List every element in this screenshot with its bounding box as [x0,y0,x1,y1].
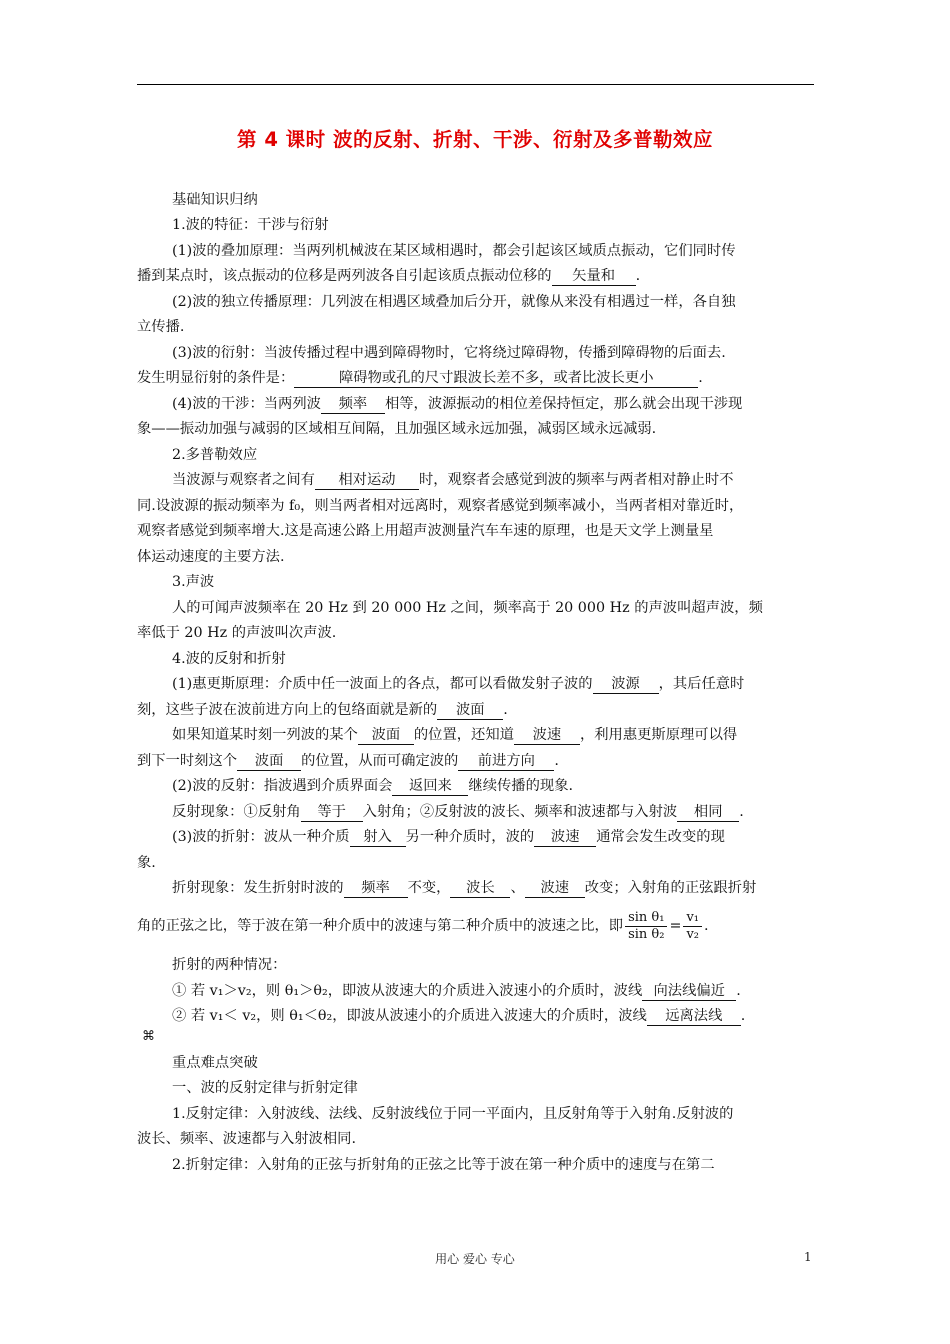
answer-blank: 等于 [301,804,363,822]
paragraph: (3)波的衍射：当波传播过程中遇到障碍物时，它将绕过障碍物，传播到障碍物的后面去. [172,345,726,361]
paragraph: 播到某点时，该点振动的位移是两列波各自引起该质点振动位移的 矢量和 . [137,268,641,284]
section-heading: 基础知识归纳 [172,192,258,208]
paragraph: ① 若 v₁＞v₂，则 θ₁＞θ₂，即波从波速大的介质进入波速小的介质时，波线 向法线偏近 . [172,983,741,999]
paragraph: (1)惠更斯原理：介质中任一波面上的各点，都可以看做发射子波的 波源 ，其后任意时 [172,676,745,692]
paragraph: (2)波的反射：指波遇到介质界面会 返回来 继续传播的现象. [172,778,574,794]
answer-blank: 返回来 [392,778,468,796]
answer-blank: 频率 [344,880,408,898]
item-heading: 一、波的反射定律与折射定律 [172,1080,358,1096]
paragraph: (2)波的独立传播原理：几列波在相遇区域叠加后分开，就像从来没有相遇过一样，各自独 [172,294,736,310]
answer-blank: 相对运动 [315,472,419,490]
answer-blank: 波长 [450,880,510,898]
answer-blank: 障碍物或孔的尺寸跟波长差不多，或者比波长更小 [294,370,698,388]
paragraph: 折射的两种情况： [172,957,287,973]
answer-blank: 波面 [358,727,414,745]
paragraph: 2.折射定律：入射角的正弦与折射角的正弦之比等于波在第一种介质中的速度与在第二 [172,1157,715,1173]
item-heading: 1.波的特征：干涉与衍射 [172,217,329,233]
answer-blank: 波源 [593,676,659,694]
paragraph: 角的正弦之比，等于波在第一种介质中的波速与第二种介质中的波速之比，即 $\frac{\text{sin θ₁}}{\text{sin θ₂}}$ = $\frac{\text{v₁}}{\text{v₂}}$ . [137,909,709,942]
paragraph: 当波源与观察者之间有 相对运动 时，观察者会感觉到波的频率与两者相对静止时不 [172,472,734,488]
paragraph: (1)波的叠加原理：当两列机械波在某区域相遇时，都会引起该区域质点振动，它们同时传 [172,243,736,259]
answer-blank: 频率 [321,396,385,414]
paragraph: 刻，这些子波在波前进方向上的包络面就是新的 波面 . [137,702,508,718]
answer-blank: 相同 [677,804,739,822]
bullet-glyph-icon: ⌘ [142,1029,155,1044]
paragraph: ② 若 v₁＜ v₂，则 θ₁＜θ₂，即波从波速小的介质进入波速大的介质时，波线 远离法线 . [172,1008,746,1024]
paragraph: 象——振动加强与减弱的区域相互间隔，且加强区域永远加强，减弱区域永远减弱. [137,421,657,437]
page-number: 1 [804,1250,812,1264]
answer-blank: 波速 [525,880,585,898]
paragraph: (3)波的折射：波从一种介质 射入 另一种介质时，波的 波速 通常会发生改变的现 [172,829,725,845]
paragraph: 如果知道某时刻一列波的某个 波面 的位置，还知道 波速 ，利用惠更斯原理可以得 [172,727,738,743]
paragraph: 象. [137,855,156,871]
paragraph: 折射现象：发生折射时波的 频率 不变， 波长 、 波速 改变；入射角的正弦跟折射 [172,880,757,896]
paragraph: 同.设波源的振动频率为 f₀，则当两者相对远离时，观察者感觉到频率减小，当两者相对靠近时， [137,498,744,514]
paragraph: 率低于 20 Hz 的声波叫次声波. [137,625,337,641]
paragraph: 波长、频率、波速都与入射波相同. [137,1131,356,1147]
answer-blank: 波面 [237,753,301,771]
paragraph: 观察者感觉到频率增大.这是高速公路上用超声波测量汽车车速的原理，也是天文学上测量星 [137,523,714,539]
answer-blank: 波速 [514,727,580,745]
section-heading: 重点难点突破 [172,1055,258,1071]
answer-blank: 矢量和 [552,268,636,286]
paragraph: 体运动速度的主要方法. [137,549,285,565]
paragraph: 立传播. [137,319,185,335]
paragraph: 人的可闻声波频率在 20 Hz 到 20 000 Hz 之间，频率高于 20 000 Hz 的声波叫超声波，频 [172,600,763,616]
item-heading: 4.波的反射和折射 [172,651,286,667]
paragraph: (4)波的干涉：当两列波 频率 相等，波源振动的相位差保持恒定，那么就会出现干涉现 [172,396,743,412]
page-title: 第 4 课时 波的反射、折射、干涉、衍射及多普勒效应 [237,128,713,151]
answer-blank: 向法线偏近 [642,983,736,1001]
header-rule [137,84,814,85]
answer-blank: 远离法线 [647,1008,741,1026]
answer-blank: 射入 [350,829,406,847]
paragraph: 到下一时刻这个 波面 的位置，从而可确定波的 前进方向 . [137,753,559,769]
item-heading: 2.多普勒效应 [172,447,258,463]
answer-blank: 前进方向 [458,753,554,771]
paragraph: 1.反射定律：入射波线、法线、反射波线位于同一平面内，且反射角等于入射角.反射波的 [172,1106,734,1122]
paragraph: 发生明显衍射的条件是： 障碍物或孔的尺寸跟波长差不多，或者比波长更小 . [137,370,703,386]
item-heading: 3.声波 [172,574,215,590]
answer-blank: 波速 [534,829,596,847]
paragraph: 反射现象：①反射角 等于 入射角；②反射波的波长、频率和波速都与入射波 相同 . [172,804,744,820]
page-footer: 用心 爱心 专心 [435,1252,515,1266]
answer-blank: 波面 [437,702,503,720]
formula-speed-ratio: $\frac{\text{v₁}}{\text{v₂}}$ [683,910,702,943]
formula-sine-ratio: $\frac{\text{sin θ₁}}{\text{sin θ₂}}$ [625,910,667,943]
